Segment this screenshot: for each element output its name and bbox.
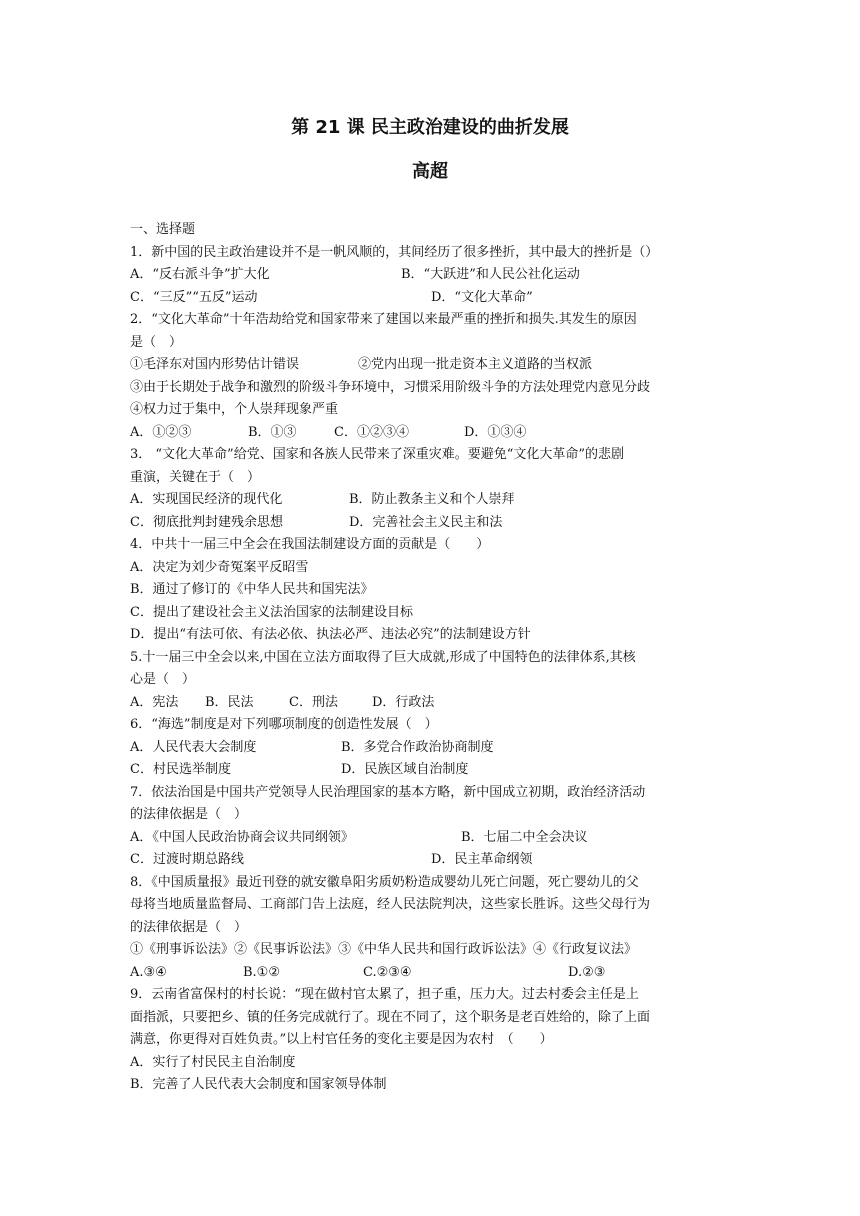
question-4-option-c: C．提出了建设社会主义法治国家的法制建设目标 (130, 604, 413, 620)
question-7-options-row-1 (130, 827, 740, 850)
question-6-options-row-2 (130, 759, 740, 782)
question-9-stem: 9．云南省富保村的村长说：“现在做村官太累了，担子重，压力大。过去村委会主任是上 (130, 987, 639, 1002)
question-3-option-d: D．完善社会主义民主和法 (349, 514, 503, 530)
question-6-option-d: D．民族区域自治制度 (341, 762, 469, 777)
question-1-options-row-1 (130, 264, 740, 287)
question-2-options (130, 422, 740, 445)
question-2-item-4: ④权力过于集中，个人崇拜现象严重 (130, 402, 339, 417)
question-8-options (130, 962, 740, 985)
question-8-stem: 8．《中国质量报》最近刊登的就安徽阜阳劣质奶粉造成婴幼儿死亡问题，死亡婴幼儿的父 (130, 874, 639, 890)
question-2-option-a: A．①②③ (130, 424, 192, 440)
question-3-options-row-2 (130, 512, 740, 535)
question-1-stem: 1．新中国的民主政治建设并不是一帆风顺的，其间经历了很多挫折，其中最大的挫折是（） (130, 244, 659, 260)
question-5-options (130, 692, 740, 715)
question-7-options-row-2 (130, 849, 740, 872)
question-8-option-d: D.②③ (568, 964, 606, 980)
question-8-items: ①《刑事诉讼法》②《民事诉讼法》③《中华人民共和国行政诉讼法》④《行政复议法》 (130, 942, 638, 957)
question-4-stem: 4．中共十一届三中全会在我国法制建设方面的贡献是（ ） (130, 537, 490, 552)
author-name: 高超 (412, 161, 448, 182)
lesson-title: 第 21 课 民主政治建设的曲折发展 (291, 117, 569, 138)
question-6-option-b: B．多党合作政治协商制度 (341, 739, 494, 755)
question-5-option-c: C．刑法 (289, 694, 338, 710)
question-8-option-a: A.③④ (130, 964, 167, 980)
question-2-items-row-1 (130, 354, 740, 377)
question-2-stem: 2．“文化大革命”十年浩劫给党和国家带来了建国以来最严重的挫折和损失.其发生的原因 (130, 312, 637, 327)
question-2-option-b: B．①③ (248, 424, 297, 440)
section-heading: 一、选择题 (130, 222, 196, 237)
question-2-stem-continued: 是（ ） (130, 334, 183, 350)
question-4-option-b: B．通过了修订的《中华人民共和国宪法》 (130, 582, 374, 597)
question-6-options-row-1 (130, 737, 740, 760)
question-8-option-c: C.②③④ (363, 964, 412, 980)
question-3-stem: 3． “文化大革命”给党、国家和各族人民带来了深重灾难。要避免“文化大革命”的悲剧 (130, 447, 624, 462)
question-9-option-b: B．完善了人民代表大会制度和国家领导体制 (130, 1077, 387, 1092)
question-7-stem: 7．依法治国是中国共产党领导人民治理国家的基本方略，新中国成立初期，政治经济活动 (130, 784, 646, 800)
question-7-option-b: B．七届二中全会决议 (461, 829, 588, 845)
question-8-stem-end: 的法律依据是（ ） (130, 919, 248, 935)
question-2-option-c: C．①②③④ (334, 424, 409, 440)
question-8-option-b: B.①② (243, 964, 280, 980)
question-7-stem-continued: 的法律依据是（ ） (130, 807, 248, 822)
question-4-option-d: D．提出“有法可依、有法必依、执法必严、违法必究”的法制建设方针 (130, 627, 531, 642)
question-6-stem: 6．“海选”制度是对下列哪项制度的创造性发展（ ） (130, 717, 438, 732)
question-5-stem: 5.十一届三中全会以来,中国在立法方面取得了巨大成就,形成了中国特色的法律体系,其核 (130, 649, 636, 665)
question-1-options-row-2 (130, 287, 740, 310)
question-1-option-c: C．“三反”“五反”运动 (130, 289, 258, 305)
question-2-item-2: ②党内出现一批走资本主义道路的当权派 (358, 357, 593, 372)
question-1-option-b: B．“大跃进”和人民公社化运动 (401, 267, 580, 282)
question-9-option-a: A．实行了村民民主自治制度 (130, 1054, 296, 1070)
question-5-option-b: B．民法 (205, 694, 254, 710)
question-1-option-a: A．“反右派斗争”扩大化 (130, 267, 270, 282)
question-9-stem-end: 满意，你更得对百姓负责。”以上村官任务的变化主要是因为农村 （ ） (130, 1032, 553, 1047)
question-7-option-a: A．《中国人民政治协商会议共同纲领》 (130, 829, 354, 845)
question-2-item-3: ③由于长期处于战争和激烈的阶级斗争环境中，习惯采用阶级斗争的方法处理党内意见分歧 (130, 379, 651, 395)
question-6-option-c: C．村民选举制度 (130, 762, 231, 777)
question-7-option-c: C．过渡时期总路线 (130, 852, 244, 867)
question-3-option-c: C．彻底批判封建残余思想 (130, 514, 283, 530)
question-3-options-row-1 (130, 489, 740, 512)
question-5-option-d: D．行政法 (372, 694, 435, 710)
question-5-stem-continued: 心是（ ） (130, 672, 196, 687)
question-3-option-a: A．实现国民经济的现代化 (130, 492, 283, 507)
question-7-option-d: D．民主革命纲领 (431, 852, 533, 867)
question-4-option-a: A．决定为刘少奇冤案平反昭雪 (130, 559, 309, 575)
question-1-option-d: D．“文化大革命” (431, 289, 533, 305)
question-9-stem-continued: 面指派，只要把乡、镇的任务完成就行了。现在不同了，这个职务是老百姓给的，除了上面 (130, 1009, 651, 1025)
question-3-stem-continued: 重演，关键在于（ ） (130, 469, 261, 485)
question-2-item-1: ①毛泽东对国内形势估计错误 (130, 357, 300, 372)
question-3-option-b: B．防止教条主义和个人崇拜 (349, 492, 515, 507)
question-6-option-a: A．人民代表大会制度 (130, 739, 257, 755)
question-5-option-a: A．宪法 (130, 694, 179, 710)
question-list (130, 219, 740, 1097)
question-2-option-d: D．①③④ (464, 424, 527, 440)
question-8-stem-continued: 母将当地质量监督局、工商部门告上法庭，经人民法院判决，这些家长胜诉。这些父母行为 (130, 897, 651, 912)
